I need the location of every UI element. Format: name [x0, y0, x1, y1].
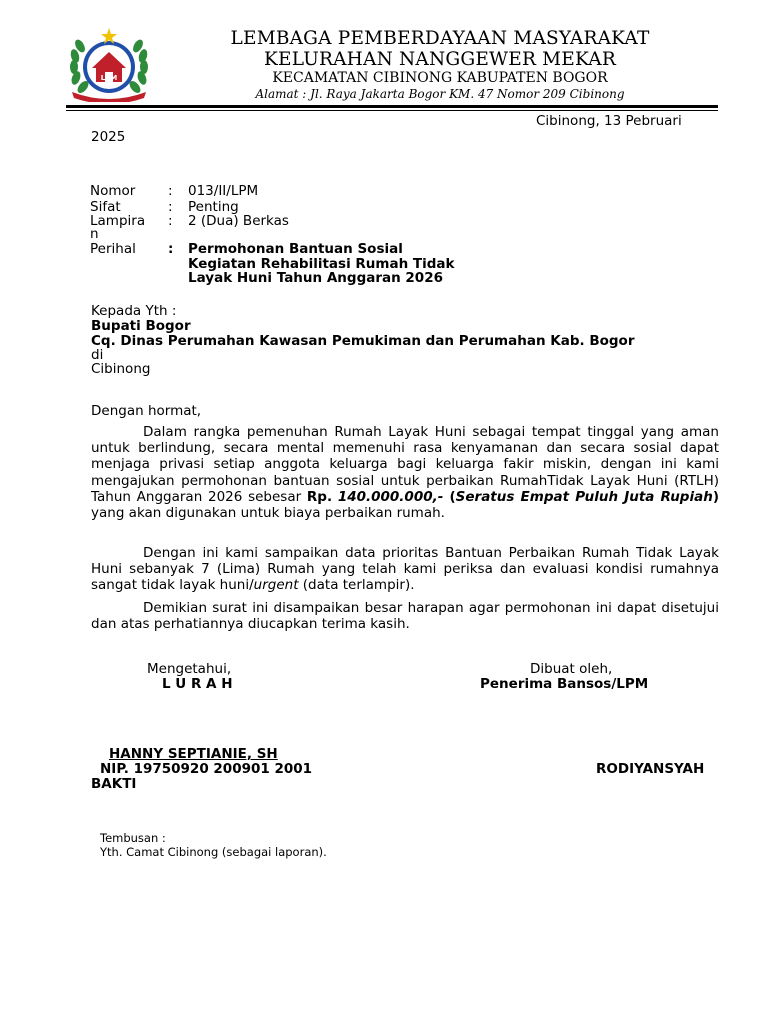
lampiran-colon: : [168, 213, 173, 229]
perihal-line-2: Kegiatan Rehabilitasi Rumah Tidak [188, 256, 455, 272]
lampiran-value: 2 (Dua) Berkas [188, 213, 289, 229]
perihal-line-1: Permohonan Bantuan Sosial [188, 241, 403, 257]
lampiran-label-1: Lampira [90, 213, 146, 229]
lpm-logo [64, 26, 154, 102]
paragraph-3 [91, 600, 719, 632]
p2-text-2: (data terlampir). [298, 577, 415, 594]
right-sign-name-2: BAKTI [91, 776, 137, 792]
kepada-label: Kepada Yth : [91, 303, 177, 319]
letterhead-line-3: KECAMATAN CIBINONG KABUPATEN BOGOR [272, 70, 608, 86]
date-line-2: 2025 [91, 129, 126, 145]
recipient-cq: Cq. Dinas Perumahan Kawasan Pemukiman dan Perumahan Kab. Bogor [91, 333, 635, 349]
p3-text: Demikian surat ini disampaikan besar harapan agar permohonan ini dapat disetujui dan atas perhatiannya diucapkan terima kasih. [91, 600, 719, 633]
nomor-colon: : [168, 183, 173, 199]
right-sign-caption: Dibuat oleh, [530, 661, 613, 677]
perihal-label: Perihal [90, 241, 136, 257]
nomor-value: 013/II/LPM [188, 183, 259, 199]
left-sign-role: L U R A H [162, 676, 233, 692]
letterhead-line-1: LEMBAGA PEMBERDAYAAN MASYARAKAT [230, 28, 650, 49]
salutation: Dengan hormat, [91, 403, 202, 419]
perihal-line-3: Layak Huni Tahun Anggaran 2026 [188, 270, 443, 286]
nomor-label: Nomor [90, 183, 136, 199]
p1-paren-open: ( [443, 488, 456, 505]
p1-text-2: yang akan digunakan untuk biaya perbaikan rumah. [91, 505, 445, 522]
p2-urgent: urgent [253, 577, 299, 594]
perihal-colon: : [168, 241, 174, 257]
lampiran-label-2: n [90, 226, 99, 242]
recipient-name: Bupati Bogor [91, 318, 191, 334]
p1-paren-close: ) [712, 488, 719, 505]
p2-text-1: Dengan ini kami sampaikan data prioritas Bantuan Perbaikan Rumah Tidak Layak Huni sebanyak 7 (Lima) Rumah yang telah kami periksa dan evaluasi kondisi rumahnya sangat tidak layak huni/ [91, 545, 719, 594]
sifat-colon: : [168, 199, 173, 215]
recipient-di: di [91, 347, 104, 363]
cc-line-1: Yth. Camat Cibinong (sebagai laporan). [100, 845, 327, 859]
right-sign-role: Penerima Bansos/LPM [480, 676, 649, 692]
p1-text-1: Dalam rangka pemenuhan Rumah Layak Huni sebagai tempat tinggal yang aman untuk berlindung, secara mental memenuhi rasa kenyamanan dan secara sosial dapat menjaga privasi setiap anggota keluarga bagi keluarga fakir miskin, dengan ini kami mengajukan permohonan bantuan sosial untuk perbaikan RumahTidak Layak Huni (RTLH) Tahun Anggaran 2026 sebesar [91, 424, 719, 505]
left-sign-nip: NIP. 19750920 200901 2001 [100, 761, 313, 777]
p1-amount-rp: Rp. [306, 488, 333, 505]
recipient-city: Cibinong [91, 361, 151, 377]
date-line-1: Cibinong, 13 Pebruari [536, 113, 682, 129]
sifat-value: Penting [188, 199, 239, 215]
cc-label: Tembusan : [100, 831, 166, 845]
logo-text: LPM [100, 74, 118, 82]
paragraph-2 [91, 545, 719, 594]
left-sign-name: HANNY SEPTIANIE, SH [109, 746, 278, 762]
letterhead-address: Alamat : Jl. Raya Jakarta Bogor KM. 47 Nomor 209 Cibinong [255, 87, 625, 101]
p1-amount-words: Seratus Empat Puluh Juta Rupiah [455, 488, 713, 505]
p1-amount-number: 140.000.000,- [337, 488, 444, 505]
paragraph-1 [91, 424, 719, 521]
right-sign-name-1: RODIYANSYAH [596, 761, 705, 777]
letterhead-rule-thick [66, 105, 718, 108]
letterhead-line-2: KELURAHAN NANGGEWER MEKAR [264, 49, 616, 70]
letterhead-rule-thin [66, 110, 718, 111]
left-sign-caption: Mengetahui, [147, 661, 232, 677]
sifat-label: Sifat [90, 199, 121, 215]
